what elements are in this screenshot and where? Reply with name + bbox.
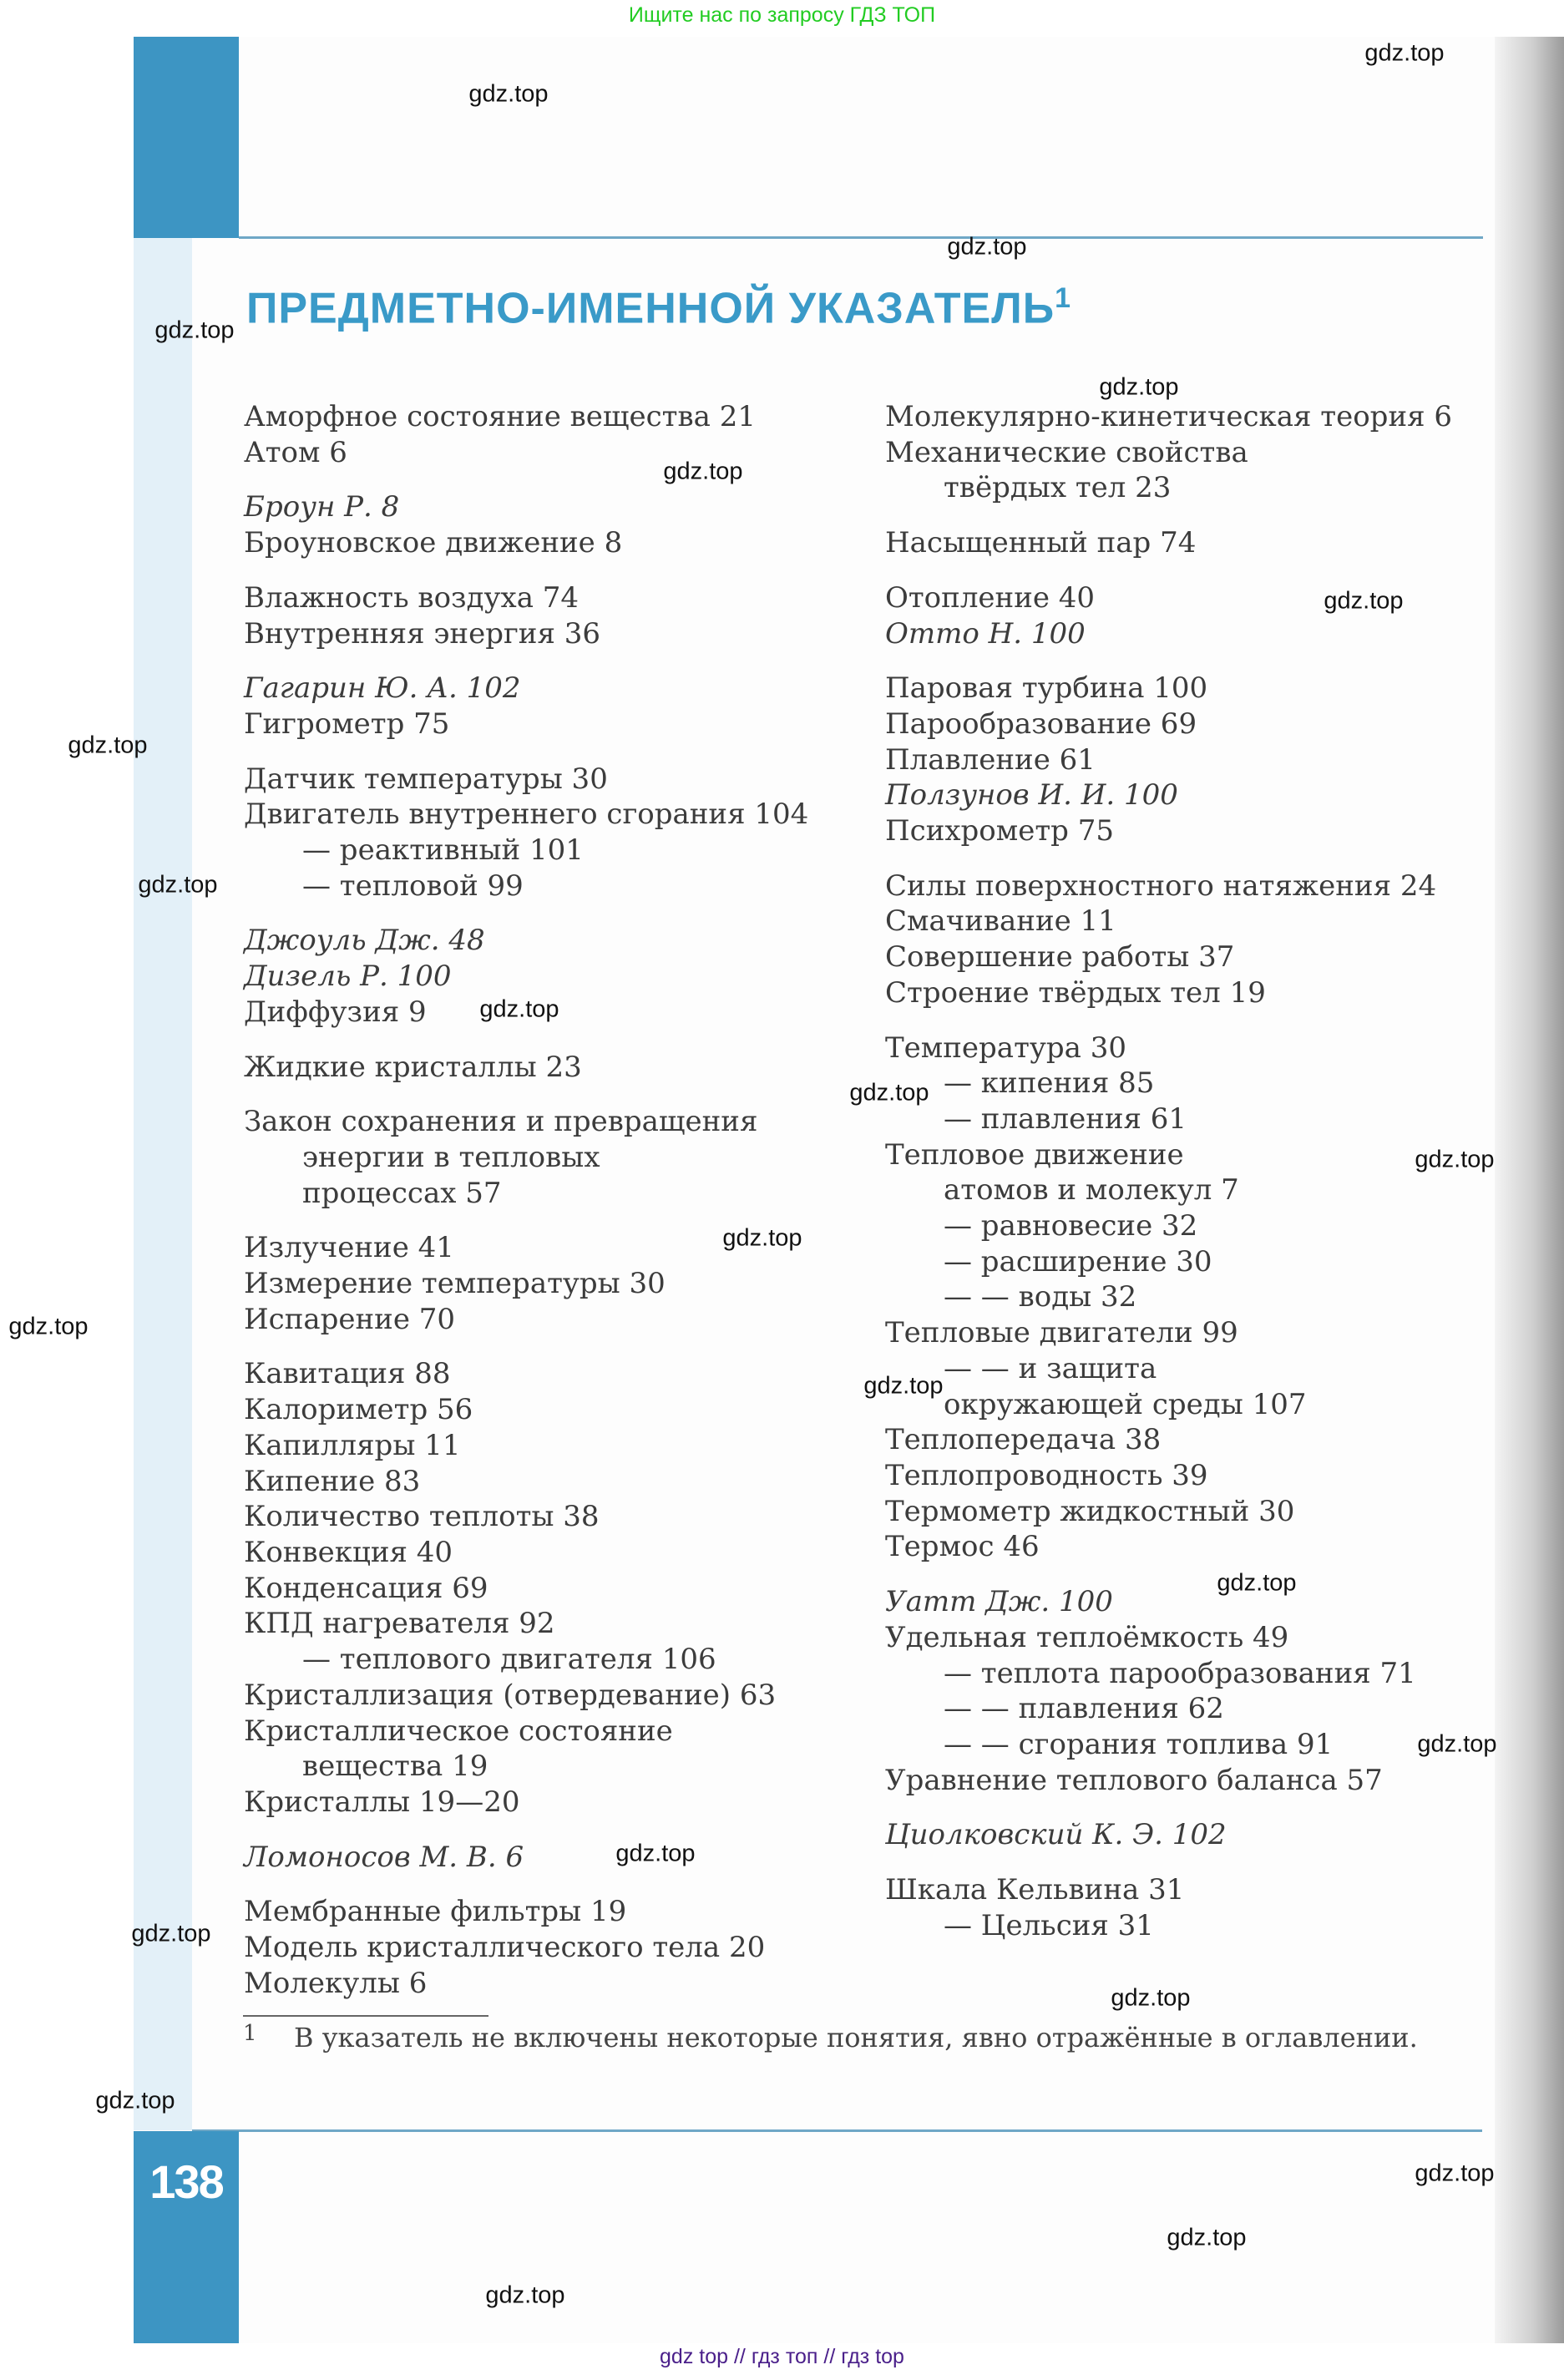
index-letter-group <box>244 1356 845 1820</box>
watermark: gdz.top <box>138 871 218 899</box>
watermark: gdz.top <box>1324 587 1404 615</box>
index-entry: Гигрометр 75 <box>244 706 450 741</box>
index-entry: Броуновское движение 8 <box>244 526 623 560</box>
watermark: gdz.top <box>468 80 549 108</box>
index-entry: Внутренняя энергия 36 <box>244 616 600 651</box>
watermark: gdz.top <box>663 458 743 485</box>
page-spine-shadow <box>1495 37 1564 2343</box>
watermark: gdz.top <box>947 233 1027 261</box>
footnote-text: В указатель не включены некоторые понятия, явно отражённые в оглавлении. <box>294 2022 1418 2053</box>
index-subentry: окружающей среды 107 <box>944 1387 1307 1421</box>
index-entry: КПД нагревателя 92 <box>244 1607 555 1641</box>
index-entry: Парообразование 69 <box>885 706 1197 741</box>
index-entry-person: Отто Н. 100 <box>885 616 1086 651</box>
index-subentry: — — сгорания топлива 91 <box>944 1727 1334 1761</box>
index-entry: Силы поверхностного натяжения 24 <box>885 868 1437 903</box>
index-letter-group <box>885 1030 1486 1566</box>
watermark: gdz.top <box>1217 1569 1297 1597</box>
index-subentry: — расширение 30 <box>944 1244 1212 1279</box>
index-letter-group <box>885 1872 1486 1943</box>
index-entry: Атом 6 <box>244 435 347 469</box>
index-letter-group <box>244 1840 845 1876</box>
index-subentry: процессах 57 <box>302 1176 502 1210</box>
index-entry: Тепловые двигатели 99 <box>885 1316 1238 1350</box>
index-entry: Датчик температуры 30 <box>244 762 608 796</box>
index-subentry: — — воды 32 <box>944 1280 1137 1314</box>
index-entry: Строение твёрдых тел 19 <box>885 975 1266 1010</box>
index-entry: Психрометр 75 <box>885 814 1114 848</box>
index-entry: Конденсация 69 <box>244 1571 488 1605</box>
index-subentry: — реактивный 101 <box>302 833 584 868</box>
index-entry: Мембранные фильтры 19 <box>244 1895 627 1929</box>
index-letter-group <box>885 868 1486 1011</box>
watermark: gdz.top <box>1167 2224 1247 2251</box>
header-divider <box>239 236 1483 239</box>
index-entry: Уравнение теплового баланса 57 <box>885 1763 1383 1797</box>
index-entry: Излучение 41 <box>244 1231 454 1265</box>
index-subentry: вещества 19 <box>302 1750 488 1784</box>
page-margin-strip <box>134 238 192 2130</box>
watermark: gdz.top <box>722 1224 802 1252</box>
index-entry-person: Джоуль Дж. 48 <box>244 924 485 958</box>
index-letter-group <box>885 1817 1486 1853</box>
title-footnote-mark: 1 <box>1055 282 1072 314</box>
index-entry: Плавление 61 <box>885 742 1096 777</box>
header-color-bar <box>134 37 239 238</box>
index-letter-group <box>244 1050 845 1086</box>
watermark: gdz.top <box>1415 2160 1495 2187</box>
index-entry-person: Циолковский К. Э. 102 <box>885 1818 1227 1852</box>
index-letter-group <box>244 399 845 470</box>
footer-divider <box>192 2129 1482 2132</box>
index-entry: Теплопередача 38 <box>885 1423 1162 1457</box>
index-entry: Удельная теплоёмкость 49 <box>885 1620 1289 1654</box>
index-entry: Термометр жидкостный 30 <box>885 1494 1295 1528</box>
page-title <box>246 282 1071 333</box>
index-entry: Количество теплоты 38 <box>244 1500 600 1534</box>
index-entry: Молекулы 6 <box>244 1966 428 2000</box>
footnote-divider <box>243 2015 488 2017</box>
index-subentry: — — плавления 62 <box>944 1692 1224 1726</box>
index-letter-group <box>885 525 1486 561</box>
watermark: gdz.top <box>479 995 559 1023</box>
index-subentry: — тепловой 99 <box>302 868 524 903</box>
index-subentry: — плавления 61 <box>944 1101 1187 1136</box>
watermark: gdz.top <box>849 1079 929 1106</box>
page-number: 138 <box>149 2155 223 2208</box>
index-entry: Совершение работы 37 <box>885 940 1235 975</box>
index-entry: Шкала Кельвина 31 <box>885 1873 1185 1907</box>
index-entry: Паровая турбина 100 <box>885 671 1208 706</box>
index-entry: Молекулярно-кинетическая теория 6 <box>885 400 1452 433</box>
index-subentry: — кипения 85 <box>944 1066 1155 1101</box>
index-subentry: — Цельсия 31 <box>944 1908 1154 1942</box>
index-entry: Смачивание 11 <box>885 904 1116 939</box>
index-entry: Капилляры 11 <box>244 1428 461 1462</box>
index-letter-group <box>244 1894 845 2001</box>
watermark: gdz.top <box>1099 373 1179 401</box>
index-letter-group <box>244 580 845 651</box>
index-letter-group <box>885 399 1486 506</box>
watermark: gdz.top <box>1364 39 1445 67</box>
index-letter-group <box>244 671 845 742</box>
watermark: gdz.top <box>8 1313 89 1340</box>
watermark: gdz.top <box>863 1372 944 1400</box>
index-entry-person: Уатт Дж. 100 <box>885 1585 1113 1619</box>
index-subentry: — — и защита <box>944 1351 1157 1385</box>
index-entry: Закон сохранения и превращения <box>244 1105 758 1139</box>
index-column-left <box>244 399 845 2020</box>
index-letter-group <box>885 1584 1486 1798</box>
watermark: gdz.top <box>1417 1730 1497 1758</box>
index-entry: Жидкие кристаллы 23 <box>244 1050 582 1084</box>
index-entry: Влажность воздуха 74 <box>244 580 580 615</box>
index-entry: Температура 30 <box>885 1030 1126 1065</box>
index-column-right <box>885 399 1486 1962</box>
footnote-mark: 1 <box>243 2021 257 2046</box>
watermark: gdz.top <box>485 2281 565 2309</box>
index-entry: Теплопроводность 39 <box>885 1458 1208 1492</box>
watermark: gdz.top <box>95 2087 175 2114</box>
index-letter-group <box>244 1104 845 1211</box>
index-entry: Тепловое движение <box>885 1137 1184 1172</box>
index-entry: Конвекция 40 <box>244 1535 453 1569</box>
watermark: gdz.top <box>1415 1146 1495 1173</box>
index-entry: Насыщенный пар 74 <box>885 526 1197 560</box>
index-subentry: — теплота парообразования 71 <box>944 1656 1416 1690</box>
index-letter-group <box>244 762 845 904</box>
index-letter-group <box>244 489 845 560</box>
index-entry-person: Гагарин Ю. А. 102 <box>244 671 521 706</box>
watermark: gdz.top <box>1111 1984 1191 2012</box>
index-entry: Диффузия 9 <box>244 995 427 1029</box>
index-entry-person: Ползунов И. И. 100 <box>885 778 1178 813</box>
index-entry: Кавитация 88 <box>244 1357 451 1391</box>
index-subentry: — равновесие 32 <box>944 1209 1198 1243</box>
watermark: gdz.top <box>615 1840 696 1867</box>
index-subentry: атомов и молекул 7 <box>944 1173 1239 1208</box>
search-hint-banner: Ищите нас по запросу ГДЗ ТОП <box>628 3 936 27</box>
index-entry: Испарение 70 <box>244 1302 456 1336</box>
index-entry-person: Броун Р. 8 <box>244 490 400 524</box>
site-footer-note: gdz top // гдз топ // гдз top <box>660 2345 904 2368</box>
index-subentry: — теплового двигателя 106 <box>302 1643 716 1677</box>
index-entry: Механические свойства <box>885 435 1248 469</box>
index-entry: Измерение температуры 30 <box>244 1267 666 1301</box>
index-entry: Модель кристаллического тела 20 <box>244 1931 766 1965</box>
index-entry: Калориметр 56 <box>244 1393 473 1427</box>
index-entry: Двигатель внутреннего сгорания 104 <box>244 798 809 832</box>
index-entry: Кристаллы 19—20 <box>244 1785 520 1819</box>
title-text: ПРЕДМЕТНО-ИМЕННОЙ УКАЗАТЕЛЬ <box>246 284 1055 333</box>
index-entry: Кристаллическое состояние <box>244 1714 673 1748</box>
watermark: gdz.top <box>68 732 148 759</box>
watermark: gdz.top <box>131 1920 211 1947</box>
index-entry: Отопление 40 <box>885 580 1096 615</box>
index-subentry: энергии в тепловых <box>302 1140 600 1174</box>
index-entry: Кристаллизация (отвердевание) 63 <box>244 1678 777 1712</box>
index-letter-group <box>885 671 1486 849</box>
index-entry-person: Дизель Р. 100 <box>244 960 452 994</box>
index-entry: Аморфное состояние вещества 21 <box>244 400 756 433</box>
watermark: gdz.top <box>154 316 235 344</box>
index-entry: Термос 46 <box>885 1530 1040 1564</box>
index-entry-person: Ломоносов М. В. 6 <box>244 1840 524 1874</box>
index-subentry: твёрдых тел 23 <box>944 471 1172 505</box>
index-entry: Кипение 83 <box>244 1464 421 1498</box>
